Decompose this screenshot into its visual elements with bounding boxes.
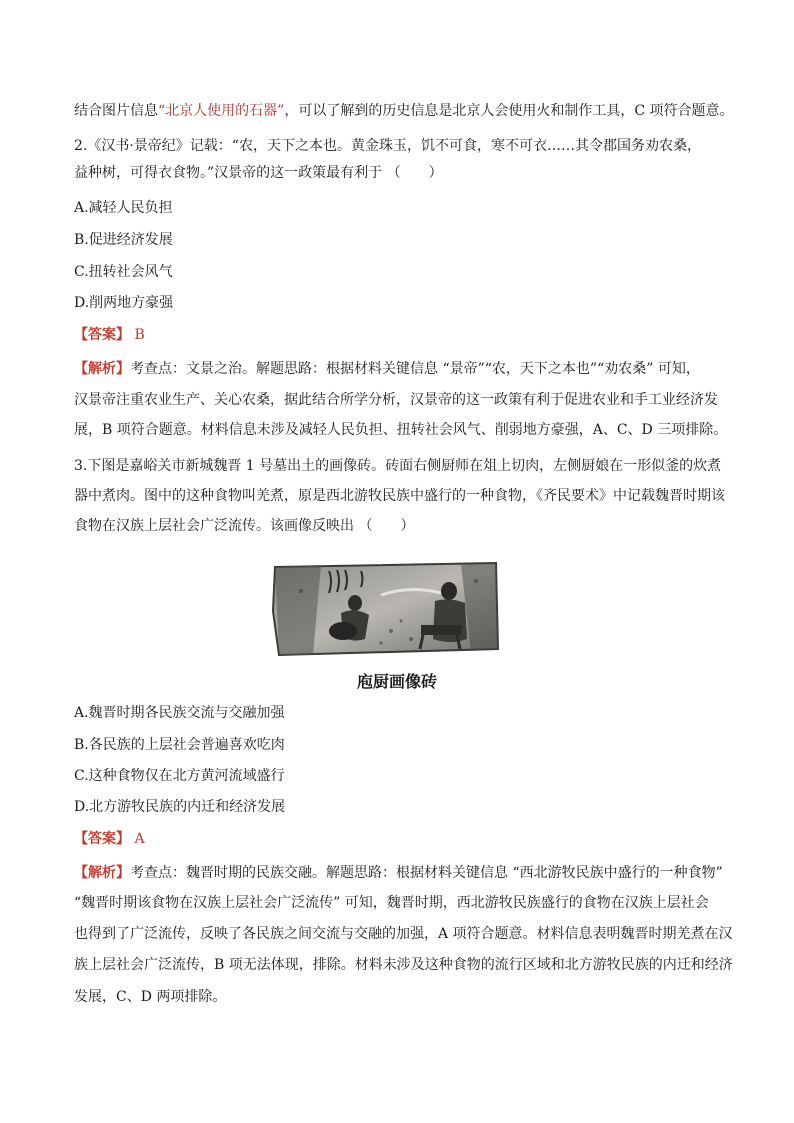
q3-option-d: D.北方游牧民族的内迁和经济发展: [74, 799, 286, 815]
q2-option-a: A.减轻人民负担: [74, 200, 173, 216]
brick-relief-image: [271, 561, 500, 657]
intro-text-2: ，可以了解到的历史信息是北京人会使用火和制作工具，: [284, 103, 635, 119]
q3-answer-label: 【答案】: [74, 831, 130, 847]
q2-analysis-line-1: [74, 359, 700, 379]
q2-option-d: D.削两地方豪强: [74, 295, 174, 311]
q2-option-b: B.促进经济发展: [74, 232, 173, 248]
q3-analysis-text: 考查点：魏晋时期的民族交融。解题思路：根据材料关键信息 “西北游牧民族中盛行的一种食物”: [130, 865, 723, 881]
q2-answer-value: B: [134, 327, 145, 343]
q3-analysis-line-3: 也得到了广泛流传，反映了各民族之间交流与交融的加强，A 项符合题意。材料信息表明魏晋时期羌煮在汉: [74, 926, 733, 942]
q2-analysis-line-3: 展，B 项符合题意。材料信息未涉及减轻人民负担、扭转社会风气、削弱地方豪强，A、C、D 三项排除。: [74, 422, 728, 438]
intro-quote: “北京人使用的石器”: [158, 103, 285, 119]
q2-answer: [74, 325, 145, 345]
q3-analysis-label: 【解析】: [74, 865, 130, 881]
q3-stem-line-3: 食物在汉族上层社会广泛流传。该画像反映出 （ ）: [74, 518, 415, 534]
q3-option-a: A.魏晋时期各民族交流与交融加强: [74, 705, 285, 721]
intro-text: 结合图片信息: [74, 103, 158, 119]
intro-line: [74, 101, 734, 121]
q3-analysis-line-2: “魏晋时期该食物在汉族上层社会广泛流传” 可知，魏晋时期，西北游牧民族盛行的食物在汉族上层社会: [74, 895, 709, 911]
q2-analysis-text: 考查点：文景之治。解题思路：根据材料关键信息 “景帝”“农，天下之本也”“劝农桑” 可知，: [130, 361, 700, 377]
q2-analysis-line-2: 汉景帝注重农业生产、关心农桑，据此结合所学分析，汉景帝的这一政策有利于促进农业和手工业经济发: [74, 392, 718, 408]
q2-stem-line-2: 益种树，可得衣食物。”汉景帝的这一政策最有利于 （ ）: [74, 165, 443, 181]
q2-answer-label: 【答案】: [74, 327, 130, 343]
q3-stem-line-1: 3.下图是嘉峪关市新城魏晋 1 号墓出土的画像砖。砖面右侧厨师在俎上切肉，左侧厨娘在一形似釜的炊煮: [74, 458, 722, 474]
figure-caption: 庖厨画像砖: [356, 672, 437, 691]
q2-stem-line-1: 2.《汉书·景帝纪》记载：“农，天下之本也。黄金珠玉，饥不可食，寒不可衣……其令郡国务劝农桑，: [74, 138, 701, 154]
q3-analysis-line-4: 族上层社会广泛流传，B 项无法体现，排除。材料未涉及这种食物的流行区域和北方游牧民族的内迁和经济: [74, 957, 733, 973]
q3-option-c: C.这种食物仅在北方黄河流域盛行: [74, 768, 285, 784]
q3-analysis-line-1: [74, 863, 723, 883]
q2-analysis-label: 【解析】: [74, 361, 130, 377]
q3-analysis-line-5: 发展，C、D 两项排除。: [74, 989, 227, 1005]
q3-option-b: B.各民族的上层社会普遍喜欢吃肉: [74, 737, 285, 753]
q3-answer: [74, 829, 145, 849]
q3-stem-line-2: 器中煮肉。图中的这种食物叫羌煮，原是西北游牧民族中盛行的一种食物，《齐民要术》中记载魏晋时期该: [74, 488, 725, 504]
intro-option-letter: C: [634, 103, 646, 119]
intro-text-3: 项符合题意。: [645, 103, 734, 119]
q2-option-c: C.扭转社会风气: [74, 264, 173, 280]
q3-answer-value: A: [134, 831, 145, 847]
